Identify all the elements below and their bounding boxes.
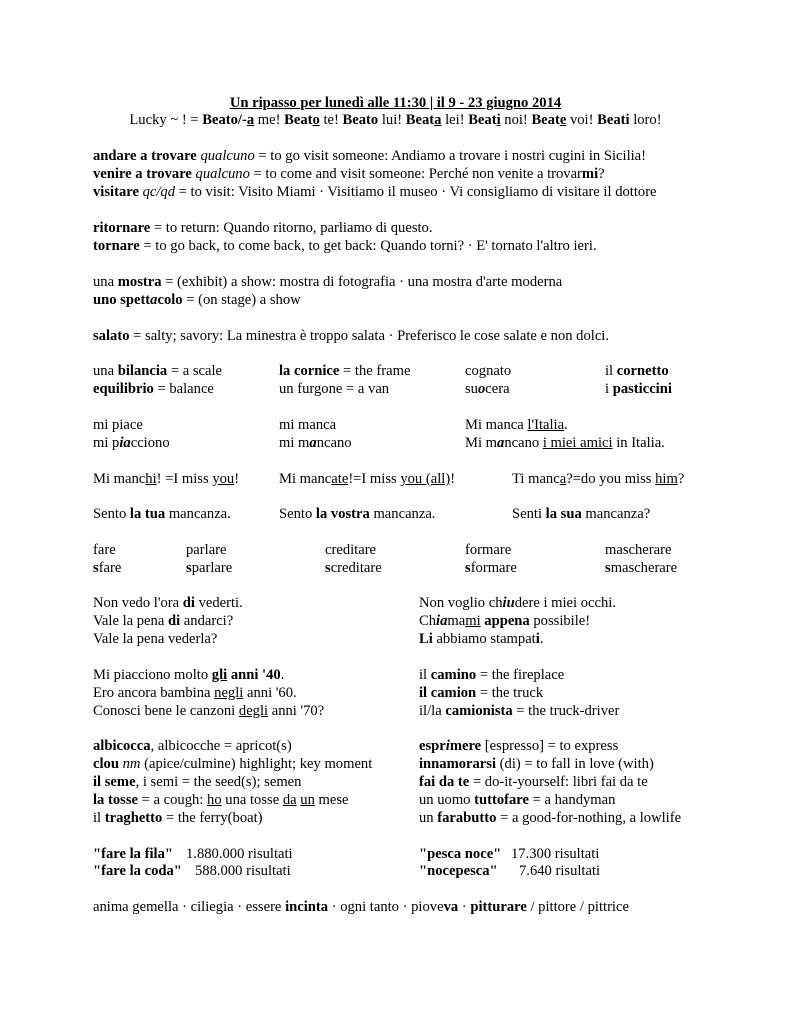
andare-line <box>93 147 646 165</box>
text-fragment: i <box>535 631 540 647</box>
text-fragment: andare a trovare <box>93 148 197 164</box>
text-fragment: il/la <box>419 703 446 719</box>
text-fragment: visitare <box>93 184 139 200</box>
beato-ending: a <box>246 112 255 128</box>
text-fragment: (apice/culmine) highlight; key moment <box>140 756 373 772</box>
text-fragment: = the truck-driver <box>512 703 620 719</box>
text-fragment: camino <box>430 667 477 683</box>
text-fragment: Sento <box>279 506 316 522</box>
text-fragment: anni '70? <box>268 703 325 719</box>
text-fragment: ! =I miss <box>156 471 213 487</box>
text-fragment: = the frame <box>339 363 411 379</box>
text-fragment: albicocca <box>93 738 151 754</box>
text-fragment: vederti. <box>194 595 243 611</box>
result-noce-label <box>419 862 498 880</box>
text-fragment: , albicocche = apricot(s) <box>150 738 292 754</box>
text-fragment: camionista <box>445 703 513 719</box>
phrase-chiudere <box>419 594 616 612</box>
beato-form: Beati <box>597 112 630 128</box>
text-fragment: ? <box>598 166 605 182</box>
phrase-vederla: Vale la pena vederla? <box>93 631 218 647</box>
text-fragment: = to visit: Visito Miami · Visitiamo il museo · Vi consigliamo di visitare il dottore <box>175 184 657 200</box>
camino-line <box>419 666 564 684</box>
text-fragment: il <box>93 810 105 826</box>
beato-rest: te! <box>319 112 343 128</box>
ritornare-line <box>93 219 433 237</box>
beato-rest: loro! <box>629 112 662 128</box>
text-fragment: venire a trovare <box>93 166 192 182</box>
cognato-cell: cognato <box>465 363 512 379</box>
mi-mancano-amici <box>465 434 665 452</box>
text-fragment: il camion <box>419 685 477 701</box>
sento-la-vostra <box>279 505 435 523</box>
text-fragment: degli <box>238 703 269 719</box>
text-fragment: = to go back, to come back, to get back: Quando torni? · E' tornato l'altro ieri. <box>139 238 597 254</box>
text-fragment: = salty; savory: La minestra è troppo salata · Preferisco le cose salate e non dolci. <box>129 328 610 344</box>
text-fragment: Ero ancora bambina <box>93 685 215 701</box>
seme-line <box>93 773 301 791</box>
text-fragment: = do-it-yourself: libri fai da te <box>469 774 648 790</box>
camion-line <box>419 684 543 702</box>
text-fragment: dere i miei occhi. <box>514 595 616 611</box>
text-fragment: . <box>539 631 544 647</box>
text-fragment: di <box>167 613 181 629</box>
text-fragment: la tosse <box>93 792 138 808</box>
tornare-line <box>93 237 597 255</box>
ti-manca <box>512 470 684 488</box>
suocera-cell <box>465 380 510 398</box>
text-fragment: andarci? <box>180 613 234 629</box>
text-fragment: clou <box>93 756 119 772</box>
text-fragment: i miei amici <box>542 435 613 451</box>
word-mascherare: mascherare <box>605 542 672 558</box>
text-fragment: cera <box>485 381 510 397</box>
result-pesca-count: 17.300 risultati <box>511 846 600 862</box>
text-fragment: = the ferry(boat) <box>162 810 263 826</box>
text-fragment: "fare la coda" <box>93 863 182 879</box>
text-fragment: "pesca noce" <box>419 846 502 862</box>
text-fragment: anni '40 <box>227 667 281 683</box>
phrase-chiamami <box>419 612 590 630</box>
text-fragment: · <box>458 899 471 915</box>
mi-mancano <box>279 434 352 452</box>
text-fragment: (di) = to fall in love (with) <box>496 756 654 772</box>
text-fragment: s <box>325 560 331 576</box>
phrase-andarci <box>93 612 233 630</box>
text-fragment: = (exhibit) a show: mostra di fotografia · una mostra d'arte moderna <box>161 274 563 290</box>
text-fragment: ate <box>331 471 349 487</box>
result-coda-label <box>93 862 182 880</box>
text-fragment: = (on stage) a show <box>182 292 301 308</box>
text-fragment: s <box>186 560 192 576</box>
text-fragment: ritornare <box>93 220 151 236</box>
text-fragment: ia <box>119 435 131 451</box>
text-fragment: un uomo <box>419 792 475 808</box>
beato-rest: lui! <box>378 112 406 128</box>
word-sfare <box>93 559 121 577</box>
text-fragment: qualcuno <box>195 166 250 182</box>
innamorarsi-line <box>419 755 654 773</box>
word-sformare <box>465 559 517 577</box>
text-fragment: you (all) <box>400 471 451 487</box>
text-fragment: Mi manca <box>465 417 528 433</box>
text-fragment: = the truck <box>476 685 544 701</box>
text-fragment: ! <box>450 471 456 487</box>
text-fragment: Senti <box>512 506 546 522</box>
text-fragment: iu <box>502 595 515 611</box>
beato-ending: e <box>559 112 567 128</box>
text-fragment: = to return: Quando ritorno, parliamo di questo. <box>150 220 433 236</box>
result-noce-count: 7.640 risultati <box>519 863 601 879</box>
text-fragment: colo <box>157 292 183 308</box>
page-title: Un ripasso per lunedì alle 11:30 | il 9 - 23 giugno 2014 <box>229 95 562 111</box>
sento-la-tua <box>93 505 231 523</box>
text-fragment: · ogni tanto · piove <box>328 899 444 915</box>
cornice-cell <box>279 362 410 380</box>
text-fragment: formare <box>470 560 517 576</box>
text-fragment: Non vedo l'ora <box>93 595 183 611</box>
text-fragment: il seme <box>93 774 136 790</box>
text-fragment: da <box>282 792 297 808</box>
result-pesca-label <box>419 845 501 863</box>
text-fragment: abbiamo stampat <box>432 631 536 647</box>
text-fragment: a <box>309 435 317 451</box>
text-fragment: il <box>419 667 431 683</box>
text-fragment: ncano <box>316 435 352 451</box>
text-fragment: . <box>564 417 568 433</box>
text-fragment: ia <box>436 613 448 629</box>
text-fragment: i <box>445 738 450 754</box>
text-fragment: mere <box>449 738 482 754</box>
text-fragment: ?=do you miss <box>566 471 656 487</box>
text-fragment: i <box>605 381 613 397</box>
word-parlare: parlare <box>186 542 227 558</box>
text-fragment: qc/qd <box>142 184 176 200</box>
text-fragment: you <box>212 471 235 487</box>
text-fragment: = a good-for-nothing, a lowlife <box>496 810 682 826</box>
text-fragment: bilancia <box>117 363 168 379</box>
text-fragment: , i semi = the seed(s); semen <box>135 774 302 790</box>
word-formare: formare <box>465 542 512 558</box>
text-fragment: mancanza. <box>369 506 436 522</box>
text-fragment: Ti manc <box>512 471 560 487</box>
mi-manchi <box>93 470 239 488</box>
text-fragment: una <box>93 363 118 379</box>
text-fragment: il <box>605 363 617 379</box>
text-fragment: espr <box>419 738 446 754</box>
phrase-vedo <box>93 594 243 612</box>
footer-words <box>93 898 629 916</box>
text-fragment: Non voglio ch <box>419 595 503 611</box>
farabutto-line <box>419 809 681 827</box>
text-fragment: a <box>559 471 567 487</box>
text-fragment: = to come and visit someone: Perché non venite a trovar <box>249 166 582 182</box>
camionista-line <box>419 702 619 720</box>
text-fragment: hi <box>145 471 157 487</box>
text-fragment: incinta <box>285 899 329 915</box>
text-fragment: mi p <box>93 435 120 451</box>
word-sparlare <box>186 559 232 577</box>
text-fragment: mancanza? <box>581 506 651 522</box>
text-fragment: Sento <box>93 506 130 522</box>
text-fragment: !=I miss <box>348 471 401 487</box>
beato-form: Beat <box>468 112 497 128</box>
text-fragment: nm <box>122 756 141 772</box>
word-fare: fare <box>93 542 116 558</box>
clou-line <box>93 755 372 773</box>
senti-la-sua <box>512 505 650 523</box>
text-fragment: Mi manc <box>93 471 146 487</box>
mi-piace: mi piace <box>93 417 143 433</box>
text-fragment: s <box>605 560 611 576</box>
text-fragment: him <box>655 471 678 487</box>
text-fragment: possibile! <box>529 613 591 629</box>
mi-manca: mi manca <box>279 417 337 433</box>
text-fragment: cciono <box>130 435 170 451</box>
bilancia-cell <box>93 362 222 380</box>
text-fragment: ho <box>207 792 222 808</box>
text-fragment: negli <box>214 685 244 701</box>
text-fragment: l'Italia <box>527 417 565 433</box>
beato-rest: me! <box>254 112 285 128</box>
text-fragment: Mi manc <box>279 471 332 487</box>
text-fragment: = a scale <box>167 363 223 379</box>
word-creditare: creditare <box>325 542 377 558</box>
beato-form: Beat <box>531 112 560 128</box>
text-fragment: Mi m <box>465 435 498 451</box>
tosse-line <box>93 791 349 809</box>
text-fragment: mostra <box>117 274 162 290</box>
text-fragment: tornare <box>93 238 140 254</box>
traghetto-line <box>93 809 263 827</box>
result-coda-count: 588.000 risultati <box>195 863 291 879</box>
text-fragment: uno spett <box>93 292 151 308</box>
beato-line <box>0 111 791 129</box>
text-fragment: Ch <box>419 613 437 629</box>
text-fragment: = a cough: <box>138 792 208 808</box>
result-fila-count: 1.880.000 risultati <box>186 846 293 862</box>
beato-form: Beato/- <box>202 112 247 128</box>
mostra-line <box>93 273 562 291</box>
visitare-line <box>93 183 657 201</box>
text-fragment: Vale la pena <box>93 613 168 629</box>
text-fragment: va <box>443 899 459 915</box>
tuttofare-line <box>419 791 615 809</box>
text-fragment: la tua <box>129 506 166 522</box>
text-fragment: di <box>182 595 195 611</box>
beato-rest: noi! <box>500 112 532 128</box>
text-fragment: ncano <box>504 435 543 451</box>
text-fragment: mi <box>581 166 599 182</box>
text-fragment: una tosse <box>221 792 283 808</box>
text-fragment: / pittore / pittrice <box>526 899 629 915</box>
text-fragment: tuttofare <box>474 792 529 808</box>
text-fragment: ma <box>447 613 466 629</box>
text-fragment: pasticcini <box>612 381 672 397</box>
text-fragment: su <box>465 381 478 397</box>
text-fragment: a <box>150 292 158 308</box>
text-fragment: s <box>465 560 471 576</box>
phrase-stampati <box>419 630 543 648</box>
fai-da-te-line <box>419 773 648 791</box>
text-fragment: gli <box>211 667 228 683</box>
lucky-prefix: Lucky ~ ! = <box>129 112 203 128</box>
text-fragment: cornetto <box>616 363 669 379</box>
text-fragment: "fare la fila" <box>93 846 173 862</box>
text-fragment: fare <box>98 560 122 576</box>
text-fragment: mascherare <box>610 560 678 576</box>
text-fragment: creditare <box>330 560 382 576</box>
word-screditare <box>325 559 382 577</box>
beato-form: Beato <box>342 112 379 128</box>
text-fragment: equilibrio <box>93 381 154 397</box>
text-fragment: . <box>280 667 285 683</box>
text-fragment: s <box>93 560 99 576</box>
text-fragment: un <box>300 792 315 808</box>
text-fragment: "nocepesca" <box>419 863 498 879</box>
text-fragment: traghetto <box>104 810 163 826</box>
equilibrio-cell <box>93 380 214 398</box>
text-fragment: Conosci bene le canzoni <box>93 703 239 719</box>
text-fragment: innamorarsi <box>419 756 497 772</box>
text-fragment: mi m <box>279 435 310 451</box>
text-fragment: mancanza. <box>165 506 231 522</box>
beato-ending: o <box>312 112 320 128</box>
decade-40 <box>93 666 284 684</box>
beato-ending: a <box>434 112 442 128</box>
word-smascherare <box>605 559 677 577</box>
cornetto-cell <box>605 362 669 380</box>
text-fragment: ? <box>677 471 685 487</box>
salato-line <box>93 327 609 345</box>
text-fragment: = a handyman <box>528 792 616 808</box>
mi-piacciono <box>93 434 170 452</box>
decade-60 <box>93 684 297 702</box>
beato-form: Beat <box>405 112 435 128</box>
pasticcini-cell <box>605 380 672 398</box>
text-fragment: fai da te <box>419 774 470 790</box>
text-fragment: un <box>419 810 438 826</box>
beato-rest: voi! <box>566 112 598 128</box>
text-fragment: farabutto <box>437 810 497 826</box>
decade-70 <box>93 702 324 720</box>
text-fragment: a <box>497 435 505 451</box>
text-fragment: anima gemella · ciliegia · essere <box>93 899 286 915</box>
mi-manca-italia <box>465 416 568 434</box>
text-fragment: la vostra <box>315 506 370 522</box>
result-fila-label <box>93 845 173 863</box>
mi-mancate <box>279 470 455 488</box>
text-fragment: anni '60. <box>243 685 297 701</box>
beato-ending: i <box>496 112 501 128</box>
text-fragment: in Italia. <box>612 435 665 451</box>
text-fragment: salato <box>93 328 130 344</box>
text-fragment: = to go visit someone: Andiamo a trovare i nostri cugini in Sicilia! <box>254 148 647 164</box>
text-fragment: parlare <box>191 560 233 576</box>
albicocca-line <box>93 737 292 755</box>
text-fragment: Mi piacciono molto <box>93 667 212 683</box>
text-fragment: = balance <box>153 381 214 397</box>
text-fragment: mi <box>465 613 481 629</box>
esprimere-line <box>419 737 618 755</box>
text-fragment: appena <box>484 613 530 629</box>
text-fragment: = the fireplace <box>476 667 565 683</box>
text-fragment: una <box>93 274 118 290</box>
text-fragment: ! <box>234 471 240 487</box>
spettacolo-line <box>93 291 301 309</box>
text-fragment: o <box>477 381 486 397</box>
text-fragment: pitturare <box>470 899 527 915</box>
text-fragment: Li <box>419 631 433 647</box>
beato-form: Beat <box>284 112 313 128</box>
text-fragment: mese <box>314 792 349 808</box>
furgone-cell: un furgone = a van <box>279 381 390 397</box>
text-fragment: la sua <box>545 506 582 522</box>
text-fragment: [espresso] = to express <box>481 738 619 754</box>
beato-rest: lei! <box>441 112 469 128</box>
venire-line <box>93 165 605 183</box>
text-fragment: la cornice <box>279 363 340 379</box>
text-fragment: qualcuno <box>200 148 255 164</box>
